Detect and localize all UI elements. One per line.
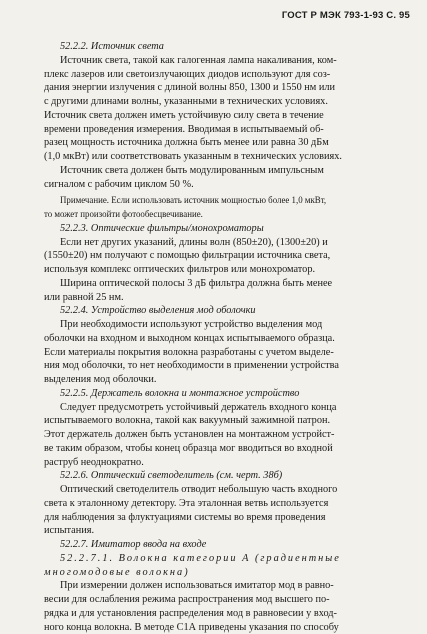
text-line: весии для ослабления режима распространения мод высшего по-	[44, 593, 412, 607]
text-line: Примечание. Если использовать источник мощностью более 1,0 мкВт,	[44, 194, 412, 208]
page-header: ГОСТ Р МЭК 793-1-93 С. 95	[282, 10, 410, 21]
text-line: Этот держатель должен быть установлен на монтажном устройст-	[44, 428, 412, 442]
text-line: испытания.	[44, 524, 412, 538]
text-line: 52.2.4. Устройство выделения мод оболочки	[44, 304, 412, 318]
text-line: рядка и для установления распределения мод в равновесии у вход-	[44, 607, 412, 621]
text-line: Источник света, такой как галогенная лампа накаливания, ком-	[44, 54, 412, 68]
text-line: плекс лазеров или светоизлучающих диодов используют для соз-	[44, 68, 412, 82]
text-line: оболочки на входном и выходном концах испытываемого образца.	[44, 332, 412, 346]
text-line: времени проведения измерения. Вводимая в испытываемый об-	[44, 123, 412, 137]
text-line: (1550±20) нм получают с помощью фильтрации источника света,	[44, 249, 412, 263]
text-line: Если материалы покрытия волокна разработаны с учетом выделе-	[44, 346, 412, 360]
text-line: испытываемого волокна, такой как вакуумный зажимной патрон.	[44, 414, 412, 428]
text-line: раструб неоднократно.	[44, 456, 412, 470]
text-line: При измерении должен использоваться имитатор мод в равно-	[44, 579, 412, 593]
text-line: сигналом с рабочим циклом 50 %.	[44, 178, 412, 192]
text-line: Следует предусмотреть устойчивый держатель входного конца	[44, 401, 412, 415]
text-line: Источник света должен быть модулированным импульсным	[44, 164, 412, 178]
text-line: (1,0 мкВт) или соответствовать указанным в технических условиях.	[44, 150, 412, 164]
text-line: ния мод оболочки, то нет необходимости в применении устройства	[44, 359, 412, 373]
text-line: Если нет других указаний, длины волн (850±20), (1300±20) и	[44, 236, 412, 250]
text-line: 52.2.7. Имитатор ввода на входе	[44, 538, 412, 552]
text-line: дания энергии излучения с длиной волны 850, 1300 и 1550 нм или	[44, 81, 412, 95]
text-line: то может произойти фотообесцвечивание.	[44, 208, 412, 222]
text-line: Оптический светоделитель отводит небольшую часть входного	[44, 483, 412, 497]
text-line: При необходимости используют устройство выделения мод	[44, 318, 412, 332]
text-line: 52.2.7.1. Волокна категории А (градиентные	[44, 552, 412, 566]
text-line: с другими длинами волны, указанными в технических условиях.	[44, 95, 412, 109]
text-line: 52.2.2. Источник света	[44, 40, 412, 54]
text-line: Источник света должен иметь устойчивую силу света в течение	[44, 109, 412, 123]
text-line: света к эталонному детектору. Эта эталонная ветвь используется	[44, 497, 412, 511]
text-line: ве таким образом, чтобы конец образца мог вводиться во входной	[44, 442, 412, 456]
text-line: или равной 25 нм.	[44, 291, 412, 305]
text-line: ного конца волокна. В методе С1А приведены указания по способу	[44, 621, 412, 634]
text-line: 52.2.3. Оптические фильтры/монохроматоры	[44, 222, 412, 236]
text-line: многомодовые волокна)	[44, 566, 412, 580]
text-line: выделения мод оболочки.	[44, 373, 412, 387]
text-line: 52.2.6. Оптический светоделитель (см. черт. 38б)	[44, 469, 412, 483]
text-line: Ширина оптической полосы 3 дБ фильтра должна быть менее	[44, 277, 412, 291]
text-line: для наблюдения за флуктуациями системы во время проведения	[44, 511, 412, 525]
text-line: разец мощность источника должна быть менее или равна 30 дБм	[44, 136, 412, 150]
document-body	[44, 40, 412, 634]
text-line: 52.2.5. Держатель волокна и монтажное устройство	[44, 387, 412, 401]
text-line: используя комплекс оптических фильтров или монохроматор.	[44, 263, 412, 277]
